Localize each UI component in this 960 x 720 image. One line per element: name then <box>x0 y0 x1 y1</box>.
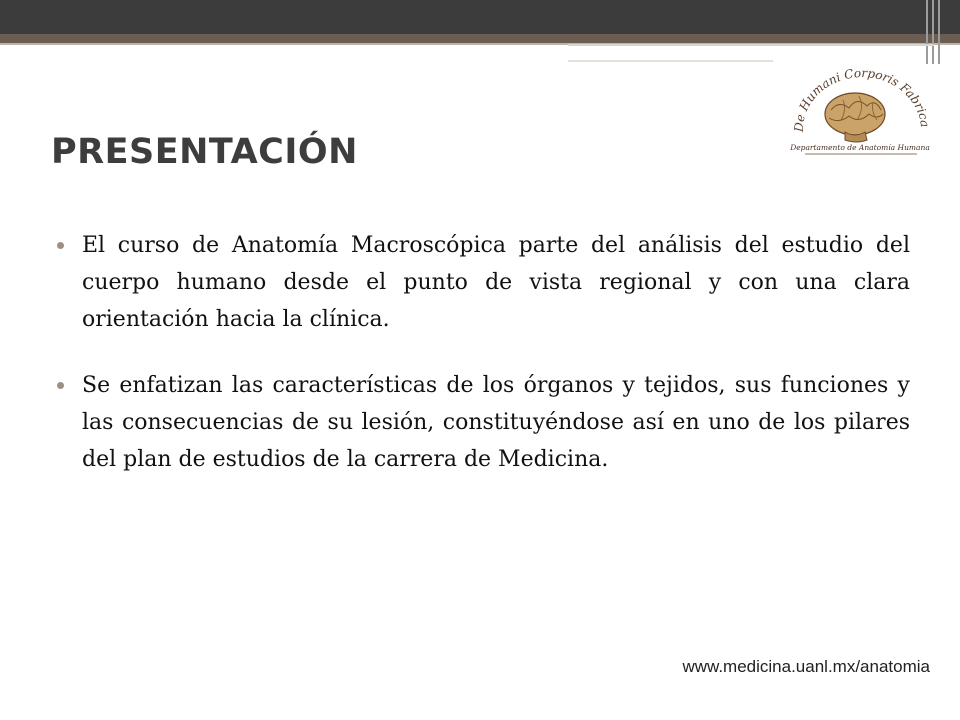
brain-logo-icon <box>785 62 935 162</box>
bullet-item: Se enfatizan las características de los órganos y tejidos, sus funciones y las consecuencias de su lesión, constituyéndose así en uno de los pilares del plan de estudios de la carrera de Medicina. <box>54 367 910 478</box>
top-stripe <box>0 34 960 43</box>
top-bar <box>0 0 960 34</box>
bullet-item: El curso de Anatomía Macroscópica parte del análisis del estudio del cuerpo humano desde el punto de vista regional y con una clara orientación hacia la clínica. <box>54 227 910 338</box>
page-title: PRESENTACIÓN <box>51 132 358 172</box>
footer-url: www.medicina.uanl.mx/anatomia <box>682 657 930 676</box>
logo-arc-text: De Humani Corporis Fabrica <box>791 65 933 133</box>
brain-icon <box>825 93 885 142</box>
bullet-list <box>54 227 910 507</box>
department-logo <box>785 62 935 162</box>
logo-bottom-text: Departamento de Anatomía Humana <box>790 143 930 152</box>
accent-lines <box>568 44 934 64</box>
